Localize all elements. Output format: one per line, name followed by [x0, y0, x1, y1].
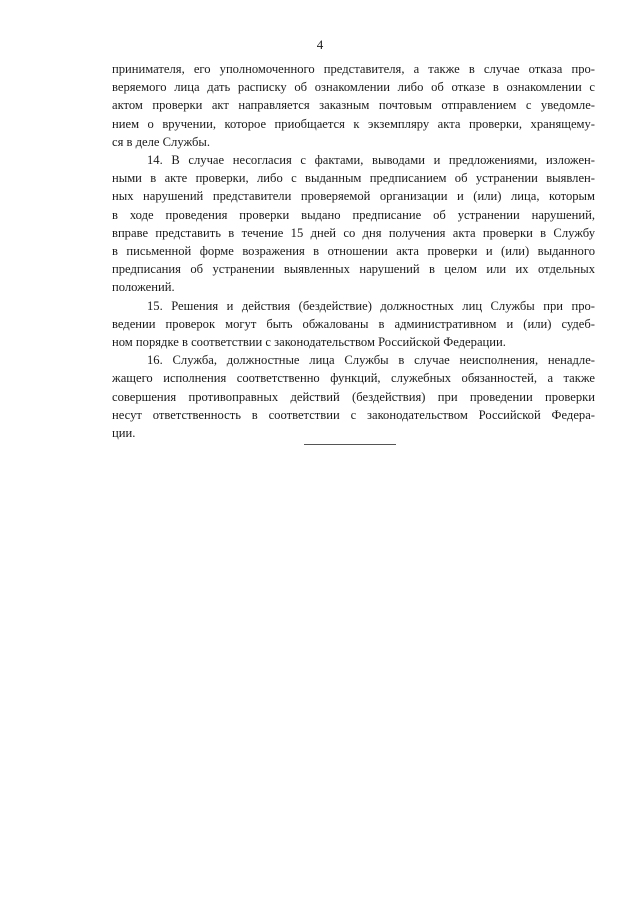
text-line: 14. В случае несогласия с фактами, выводами и предложениями, изложен-	[147, 153, 595, 168]
text-line: нием о вручении, которое приобщается к экземпляру акта проверки, хранящему-	[112, 116, 595, 131]
paragraph-16	[112, 351, 595, 442]
text-line: ции.	[112, 426, 136, 441]
document-body	[112, 60, 595, 442]
paragraph-15	[112, 297, 595, 352]
paragraph-14	[112, 151, 595, 297]
text-line: в письменной форме возражения в отношении акта проверки и (или) выданного	[112, 244, 595, 259]
text-line: предписания об устранении выявленных нарушений в целом или их отдельных	[112, 262, 595, 277]
text-line: 16. Служба, должностные лица Службы в случае неисполнения, ненадле-	[147, 353, 595, 368]
paragraph-continuation	[112, 60, 595, 151]
text-line: ными в акте проверки, либо с выданным предписанием об устранении выявлен-	[112, 171, 595, 186]
text-line: ных нарушений представители проверяемой организации и (или) лица, которым	[112, 189, 595, 204]
text-line: веряемого лица дать расписку об ознакомлении либо об отказе в ознакомлении с	[112, 80, 595, 95]
page-number: 4	[316, 37, 324, 52]
text-line: совершения противоправных действий (бездействия) при проведении проверки	[112, 389, 595, 404]
text-line: положений.	[112, 280, 175, 295]
text-line: принимателя, его уполномоченного представителя, а также в случае отказа про-	[112, 62, 595, 76]
text-line: актом проверки акт направляется заказным почтовым отправлением с уведомле-	[112, 98, 595, 113]
text-line: 15. Решения и действия (бездействие) должностных лиц Службы при про-	[147, 298, 595, 313]
text-line: ном порядке в соответствии с законодательством Российской Федерации.	[112, 335, 506, 350]
text-line: ся в деле Службы.	[112, 134, 211, 149]
end-of-document-rule	[304, 444, 396, 445]
text-line: ведении проверок могут быть обжалованы в административном и (или) судеб-	[112, 316, 595, 331]
text-line: несут ответственность в соответствии с законодательством Российской Федера-	[112, 407, 595, 422]
text-line: вправе представить в течение 15 дней со дня получения акта проверки в Службу	[112, 225, 595, 240]
text-line: в ходе проведения проверки выдано предписание об устранении нарушений,	[112, 207, 595, 222]
text-line: жащего исполнения соответственно функций, служебных обязанностей, а также	[112, 371, 595, 386]
